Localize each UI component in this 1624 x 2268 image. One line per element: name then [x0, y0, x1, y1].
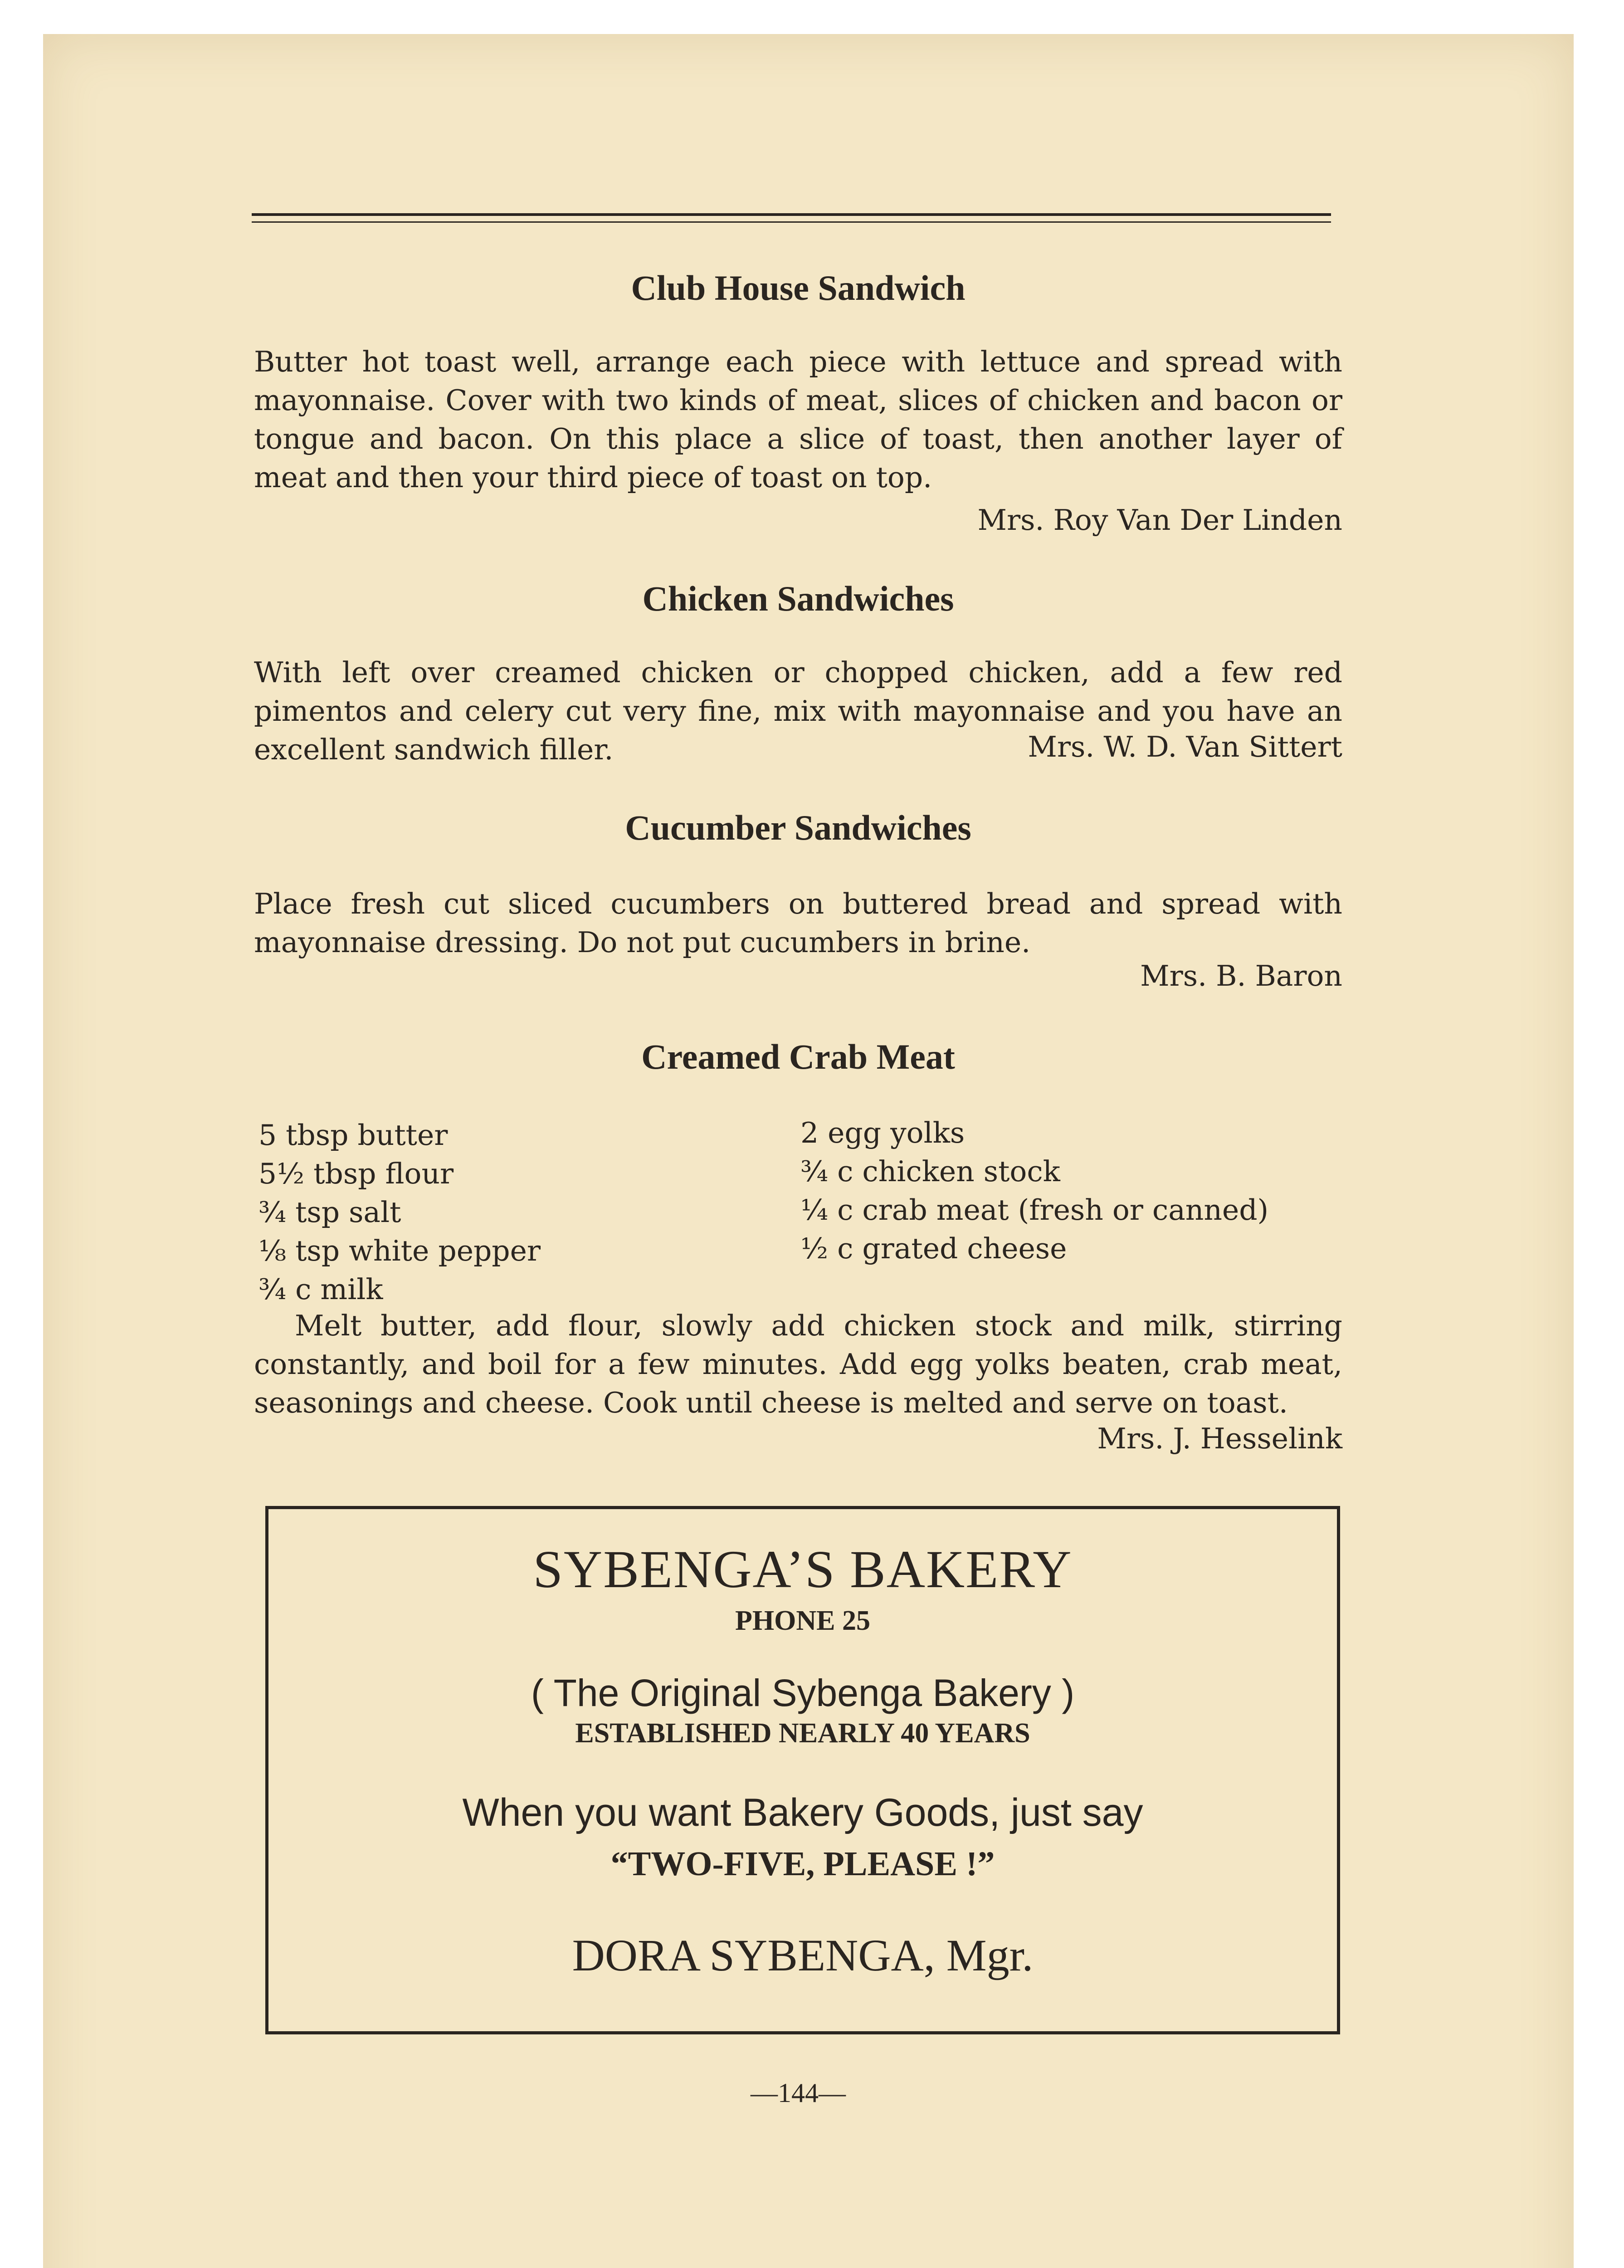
- bakery-advertisement: [265, 1506, 1340, 2034]
- ingredient: 5 tbsp butter: [258, 1119, 448, 1152]
- ingredient: ¼ c crab meat (fresh or canned): [800, 1193, 1269, 1227]
- page-number: —144—: [751, 2078, 846, 2108]
- ingredient: 5½ tbsp flour: [258, 1157, 454, 1190]
- ingredients-right: [800, 1114, 1268, 1268]
- ad-original: ( The Original Sybenga Bakery ): [531, 1672, 1075, 1714]
- recipe-author-cucumber: Mrs. B. Baron: [1140, 959, 1342, 992]
- ingredient: ⅛ tsp white pepper: [258, 1234, 541, 1267]
- recipe-title-chicken: Chicken Sandwiches: [642, 579, 954, 618]
- recipe-title-crab: Creamed Crab Meat: [641, 1037, 955, 1076]
- ingredient: ¾ tsp salt: [258, 1196, 401, 1229]
- recipe-body-club-house: Butter hot toast well, arrange each piece with lettuce and spread with mayonnaise. Cover with two kinds of meat, slices of chicken and bacon or tongue and bacon. On this place a slice of toast, then another layer of meat and then your third piece of toast on top.: [254, 345, 1342, 494]
- ingredient: 2 egg yolks: [800, 1116, 965, 1149]
- ingredient: ½ c grated cheese: [800, 1232, 1067, 1265]
- ad-slogan: When you want Bakery Goods, just say: [462, 1791, 1143, 1834]
- ad-bakery-name: SYBENGA’S BAKERY: [533, 1540, 1073, 1599]
- ad-phone: PHONE 25: [735, 1605, 870, 1636]
- recipe-author-club-house: Mrs. Roy Van Der Linden: [977, 503, 1342, 537]
- ingredients-left: [258, 1116, 541, 1309]
- recipe-body-crab: Melt butter, add flour, slowly add chicken stock and milk, stirring constantly, and boil for a few minutes. Add egg yolks beaten, crab meat, seasonings and cheese. Cook until cheese is melted and serve on toast.: [254, 1309, 1342, 1419]
- recipe-title-cucumber: Cucumber Sandwiches: [625, 808, 971, 847]
- top-double-rule: [252, 213, 1331, 223]
- recipe-body-chicken: With left over creamed chicken or chopped chicken, add a few red pimentos and celery cut very fine, mix with mayonnaise and you have an excellent sandwich filler.: [254, 656, 1342, 766]
- ingredient: ¾ c milk: [258, 1273, 383, 1306]
- ingredient: ¾ c chicken stock: [800, 1155, 1060, 1188]
- ad-callout: “TWO-FIVE, PLEASE !”: [610, 1845, 995, 1883]
- ad-established: ESTABLISHED NEARLY 40 YEARS: [575, 1718, 1030, 1749]
- recipe-author-crab: Mrs. J. Hesselink: [1097, 1422, 1342, 1455]
- recipe-title-club-house: Club House Sandwich: [631, 268, 966, 308]
- recipe-body-cucumber: Place fresh cut sliced cucumbers on buttered bread and spread with mayonnaise dressing. Do not put cucumbers in brine.: [254, 887, 1342, 959]
- recipe-author-chicken: Mrs. W. D. Van Sittert: [1028, 730, 1342, 763]
- ad-manager: DORA SYBENGA, Mgr.: [572, 1930, 1034, 1980]
